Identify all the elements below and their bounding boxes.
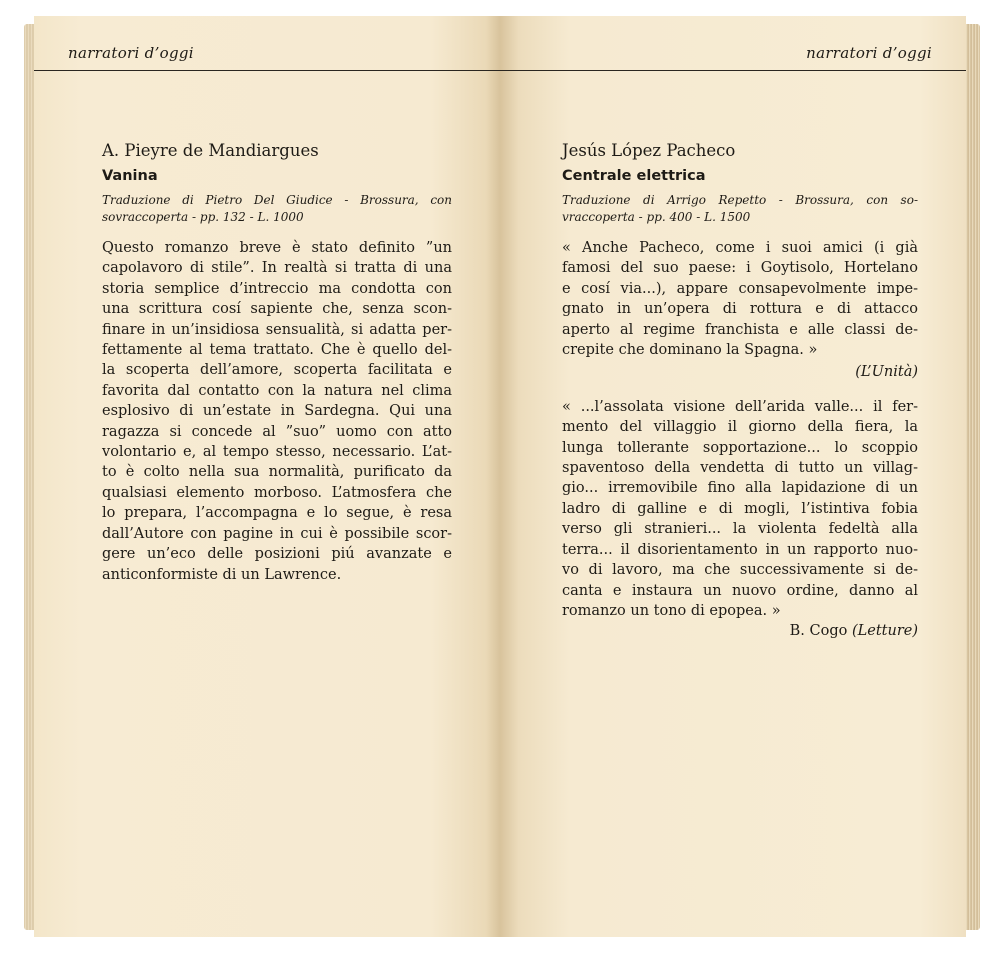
open-book bbox=[24, 16, 980, 937]
text-line: canta e instaura un nuovo ordine, danno al bbox=[562, 582, 918, 599]
review-quote-letture bbox=[562, 397, 918, 621]
right-page bbox=[500, 16, 966, 937]
author-name: A. Pieyre de Mandiargues bbox=[102, 141, 319, 160]
quote-source bbox=[562, 621, 918, 641]
text-line: volontario e, al tempo stesso, necessario. L’at- bbox=[102, 444, 452, 461]
text-line: gio... irremovibile fino alla lapidazione di un bbox=[562, 480, 918, 497]
text-line: Questo romanzo breve è stato definito ”un bbox=[102, 240, 452, 256]
text-line: terra... il disorientamento in un rapporto nuo- bbox=[562, 541, 918, 558]
text-line: qualsiasi elemento morboso. L’atmosfera che bbox=[102, 484, 452, 501]
author-name: Jesús López Pacheco bbox=[562, 141, 736, 160]
text-line: crepite che dominano la Spagna. » bbox=[562, 342, 818, 359]
source-reviewer: B. Cogo bbox=[789, 623, 848, 640]
text-line: ladro di galline e di mogli, l’istintiva fobia bbox=[562, 500, 918, 517]
page-edges-right bbox=[964, 24, 980, 930]
text-line: esplosivo di un’estate in Sardegna. Qui una bbox=[102, 403, 452, 420]
text-line: gere un’eco delle posizioni piú avanzate e bbox=[102, 546, 452, 563]
publication-details bbox=[102, 192, 452, 226]
text-line: ragazza si concede al ”suo” uomo con atto bbox=[102, 423, 452, 440]
text-line: una scrittura cosí sapiente che, senza scon- bbox=[102, 301, 452, 318]
text-line: fettamente al tema trattato. Che è quello del- bbox=[102, 342, 452, 359]
text-line: aperto al regime franchista e alle classi de- bbox=[562, 321, 918, 338]
meta-line: vraccoperta - pp. 400 - L. 1500 bbox=[562, 210, 751, 224]
meta-line: sovraccoperta - pp. 132 - L. 1000 bbox=[102, 210, 304, 224]
meta-line: Traduzione di Arrigo Repetto - Brossura, con so- bbox=[562, 193, 918, 207]
quote-source bbox=[562, 362, 918, 382]
text-line: anticonformiste di un Lawrence. bbox=[102, 566, 342, 583]
text-line: to è colto nella sua normalità, purificato da bbox=[102, 464, 452, 481]
text-line: vo di lavoro, ma che successivamente si de- bbox=[562, 562, 918, 579]
header-rule-left bbox=[34, 70, 500, 71]
description-paragraph bbox=[102, 238, 452, 585]
running-head-right: narratori d’oggi bbox=[806, 44, 932, 62]
text-line: romanzo un tono di epopea. » bbox=[562, 602, 781, 619]
running-head-left: narratori d’oggi bbox=[68, 44, 194, 62]
publication-details bbox=[562, 192, 918, 226]
text-line: « ...l’assolata visione dell’arida valle... il fer- bbox=[562, 398, 918, 415]
text-line: verso gli stranieri... la violenta fedeltà alla bbox=[562, 521, 918, 538]
book-title: Centrale elettrica bbox=[562, 168, 706, 184]
meta-line: Traduzione di Pietro Del Giudice - Brossura, con bbox=[102, 193, 452, 207]
text-line: lo prepara, l’accompagna e lo segue, è resa bbox=[102, 505, 452, 522]
left-page bbox=[34, 16, 500, 937]
text-line: mento del villaggio il giorno della fiera, la bbox=[562, 419, 918, 436]
right-entry bbox=[562, 140, 918, 656]
text-line: dall’Autore con pagine in cui è possibile scor- bbox=[102, 525, 452, 542]
source-publication: (L’Unità) bbox=[855, 364, 918, 381]
source-publication: (Letture) bbox=[851, 623, 918, 640]
text-line: capolavoro di stile”. In realtà si tratta di una bbox=[102, 260, 452, 277]
header-rule-right bbox=[500, 70, 966, 71]
book-title: Vanina bbox=[102, 168, 158, 184]
text-line: spaventoso della vendetta di tutto un villag- bbox=[562, 460, 918, 477]
review-quote-unita bbox=[562, 238, 918, 360]
text-line: gnato in un’opera di rottura e di attacco bbox=[562, 301, 918, 318]
text-line: storia semplice d’intreccio ma condotta con bbox=[102, 280, 452, 297]
text-line: favorita dal contatto con la natura nel clima bbox=[102, 382, 452, 399]
text-line: lunga tollerante sopportazione... lo scoppio bbox=[562, 439, 918, 456]
text-line: « Anche Pacheco, come i suoi amici (i già bbox=[562, 240, 918, 256]
text-line: famosi del suo paese: i Goytisolo, Hortelano bbox=[562, 260, 918, 277]
text-line: la scoperta dell’amore, scoperta facilitata e bbox=[102, 362, 452, 379]
left-entry bbox=[102, 140, 452, 585]
text-line: finare in un’insidiosa sensualità, si adatta per- bbox=[102, 321, 452, 338]
text-line: e cosí via...), appare consapevolmente impe- bbox=[562, 280, 918, 297]
